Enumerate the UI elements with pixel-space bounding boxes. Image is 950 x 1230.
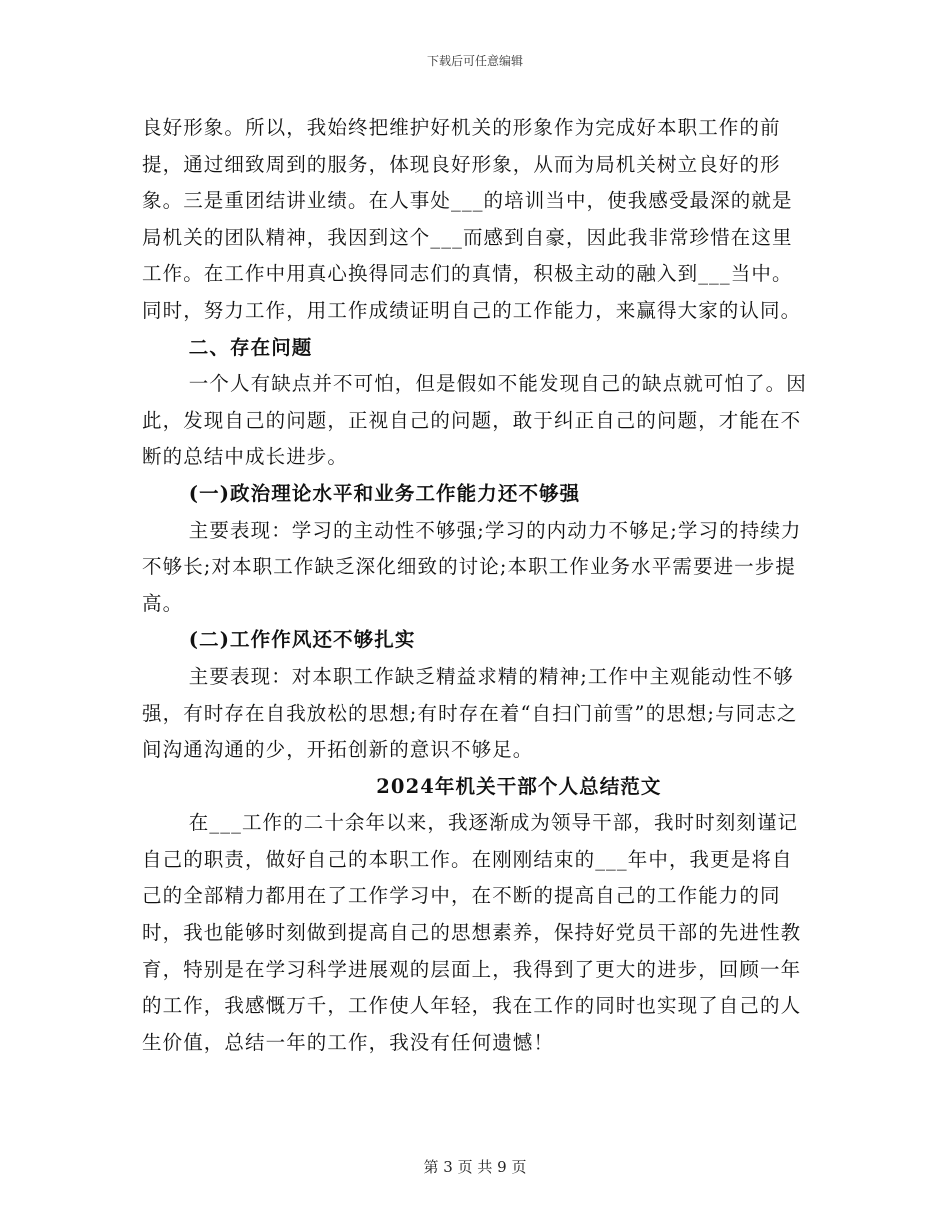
paragraph-4: 主要表现：对本职工作缺乏精益求精的精神;工作中主观能动性不够强，有时存在自我放松的思想;有时存在着“自扫门前雪”的思想;与同志之间沟通沟通的少，开拓创新的意识不够足。	[142, 664, 798, 762]
page-number: 第 3 页 共 9 页	[423, 1158, 527, 1176]
page-header-note: 下载后可任意编辑	[426, 54, 523, 68]
article-title: 2024年机关干部个人总结范文	[376, 774, 662, 798]
section-heading-problems: 二、存在问题	[188, 335, 313, 359]
document-body	[142, 110, 808, 1061]
paragraph-1: 良好形象。所以，我始终把维护好机关的形象作为完成好本职工作的前提，通过细致周到的服务，体现良好形象，从而为局机关树立良好的形象。三是重团结讲业绩。在人事处___的培训当中，使我感受最深的就是局机关的团队精神，我因到这个___而感到自豪，因此我非常珍惜在这里工作。在工作中用真心换得同志们的真情，积极主动的融入到___当中。同时，努力工作，用工作成绩证明自己的工作能力，来赢得大家的认同。	[142, 116, 802, 322]
subheading-2: (二)工作作风还不够扎实	[188, 628, 416, 652]
paragraph-2: 一个人有缺点并不可怕，但是假如不能发现自己的缺点就可怕了。因此，发现自己的问题，正视自己的问题，敢于纠正自己的问题，才能在不断的总结中成长进步。	[142, 372, 807, 469]
paragraph-3: 主要表现：学习的主动性不够强;学习的内动力不够足;学习的持续力不够长;对本职工作缺乏深化细致的讨论;本职工作业务水平需要进一步提高。	[142, 518, 802, 615]
subheading-1: (一)政治理论水平和业务工作能力还不够强	[188, 481, 581, 505]
paragraph-5: 在___工作的二十余年以来，我逐渐成为领导干部，我时时刻刻谨记自己的职责，做好自己的本职工作。在刚刚结束的___年中，我更是将自己的全部精力都用在了工作学习中，在不断的提高自己的工作能力的同时，我也能够时刻做到提高自己的思想素养，保持好党员干部的先进性教育，特别是在学习科学进展观的层面上，我得到了更大的进步，回顾一年的工作，我感慨万千，工作使人年轻，我在工作的同时也实现了自己的人生价值，总结一年的工作，我没有任何遗憾！	[142, 811, 802, 1054]
